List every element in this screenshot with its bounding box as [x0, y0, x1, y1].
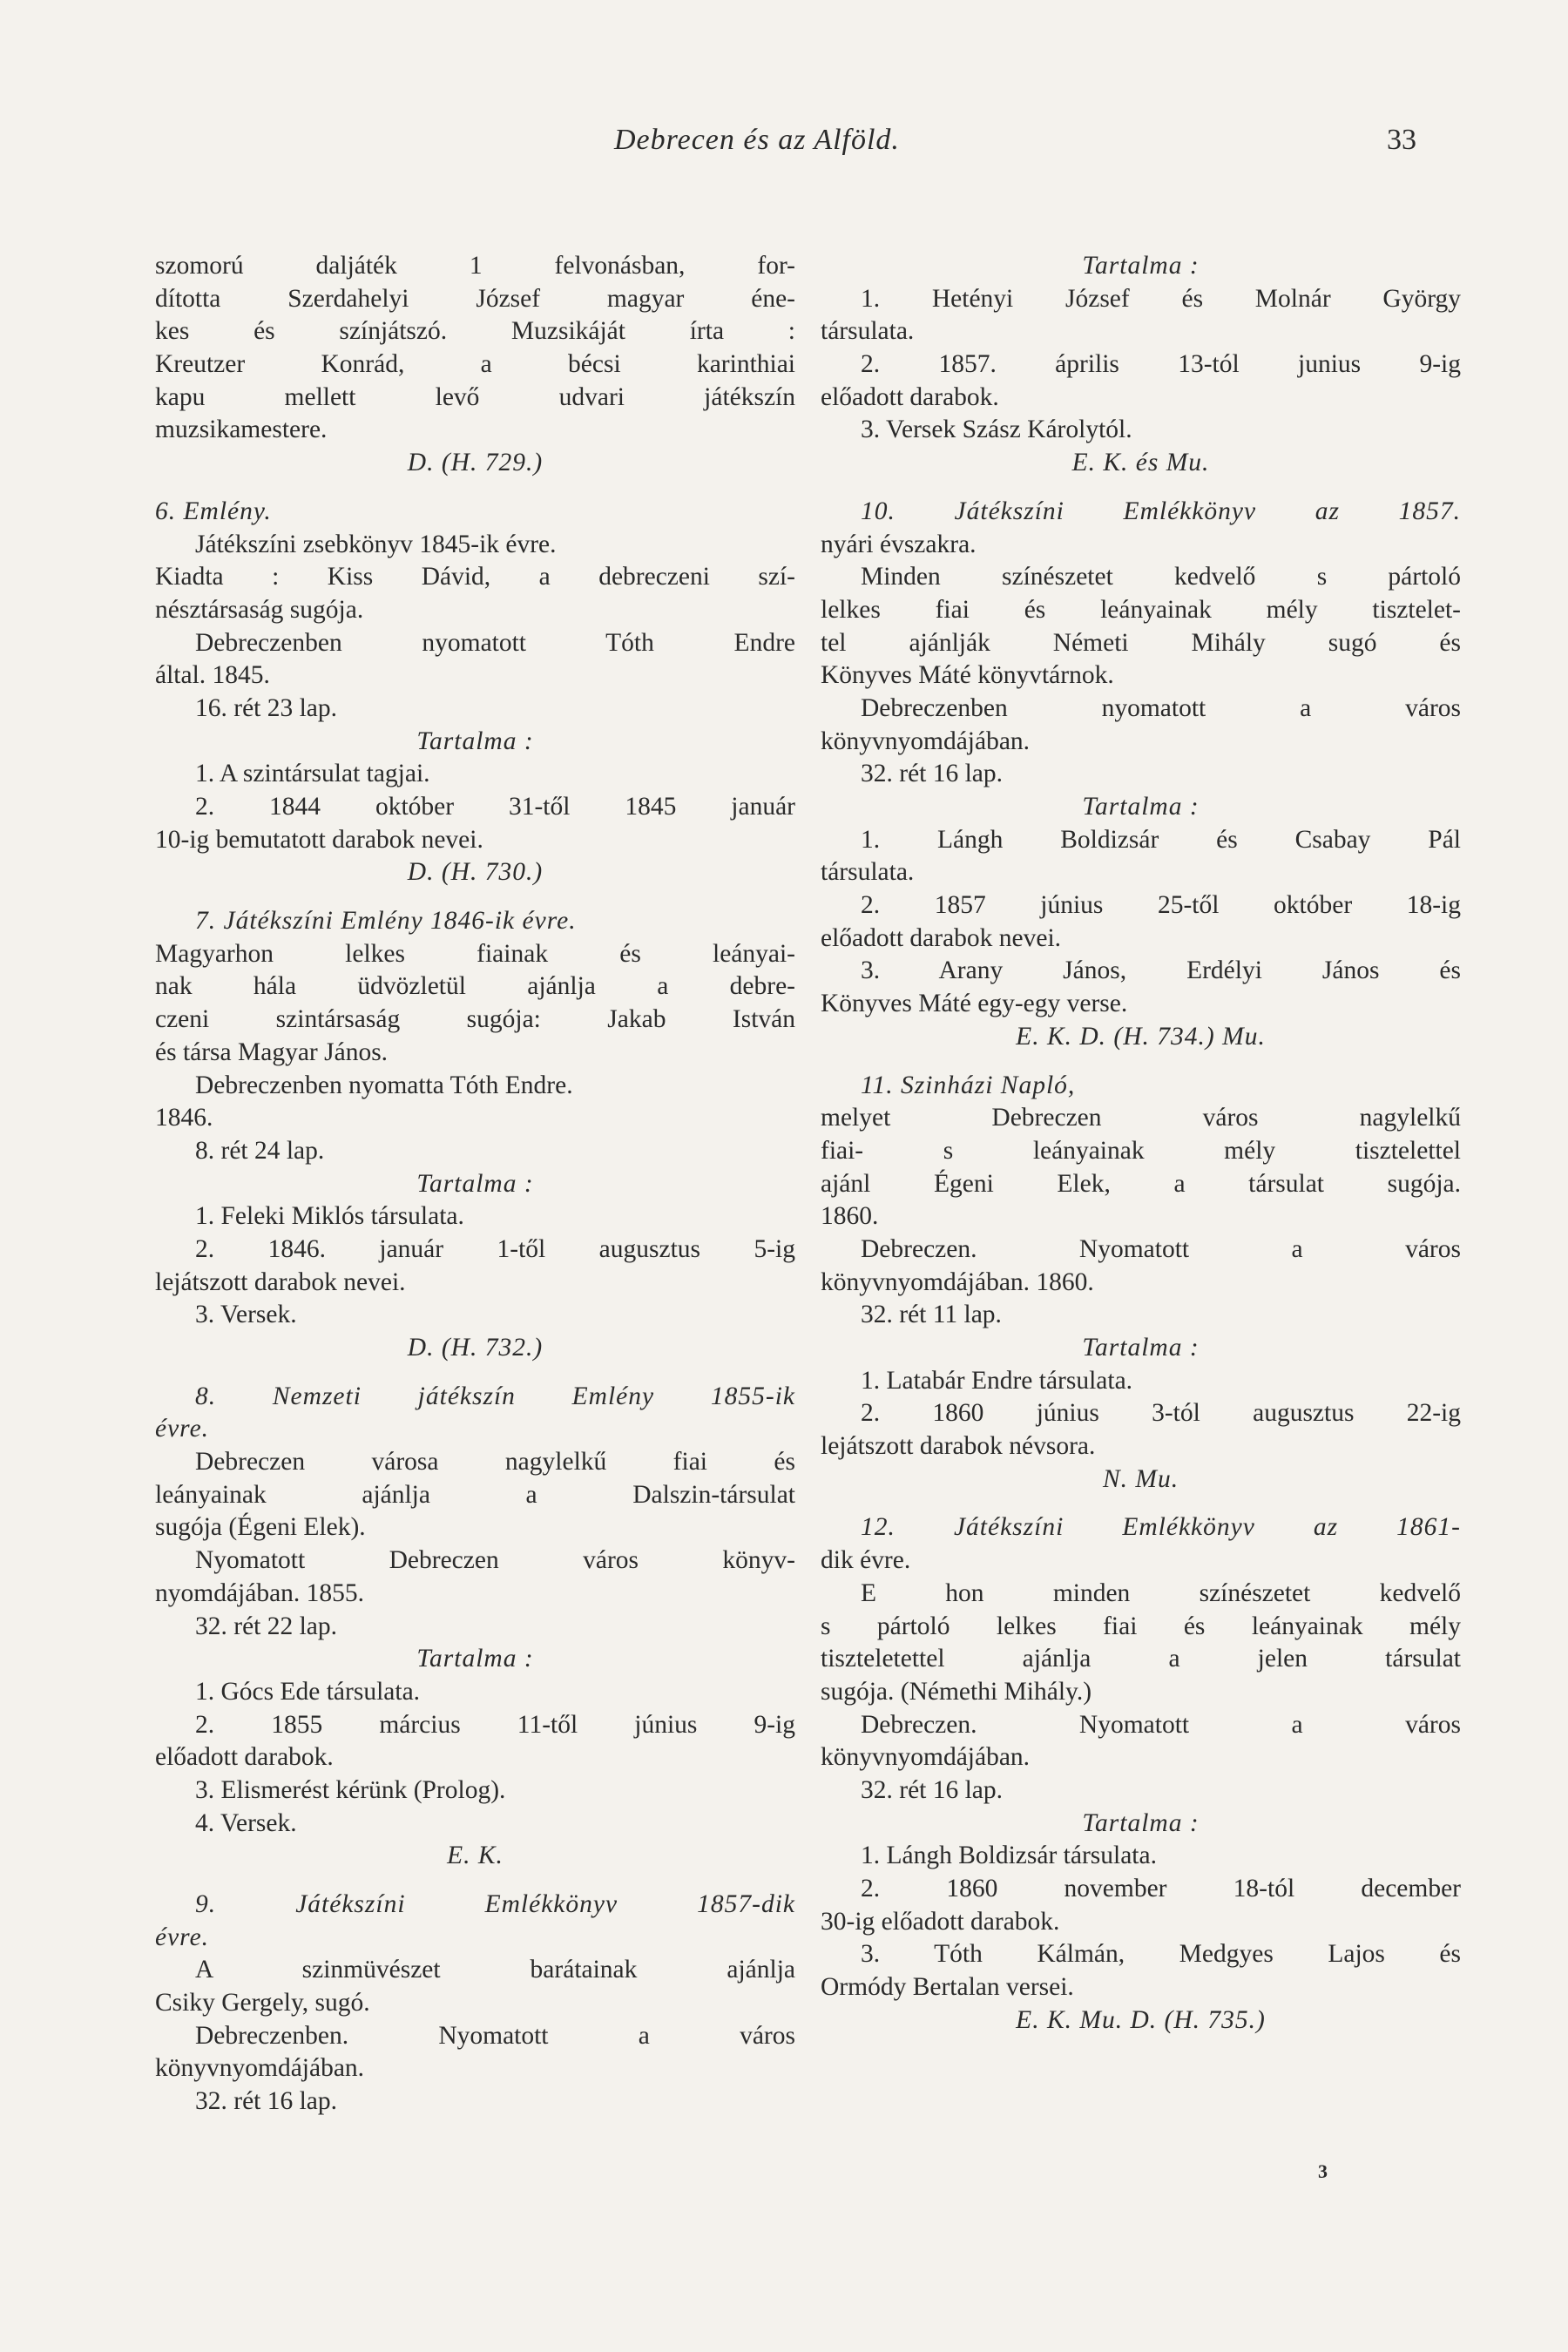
text-line: 32. rét 16 lap. — [195, 2087, 338, 2116]
text-line: Debreczenben nyomatott Tóth Endre — [195, 628, 795, 657]
text-line: D. (H. 729.) — [407, 449, 544, 477]
running-head — [0, 124, 1568, 167]
text-line: könyvnyomdájában. — [821, 1743, 1031, 1772]
text-line: évre. — [155, 1415, 210, 1443]
text-line: 1. Lángh Boldizsár társulata. — [861, 1842, 1157, 1870]
text-line: előadott darabok. — [821, 382, 999, 411]
text-line: 9. Játékszíni Emlékkönyv 1857-dik — [195, 1890, 795, 1918]
text-line: 4. Versek. — [195, 1808, 297, 1837]
text-line: A szinmüvészet barátainak ajánlja — [195, 1956, 795, 1984]
text-line: dik évre. — [821, 1546, 911, 1575]
section-gap — [821, 480, 1461, 496]
text-line: 1. Hetényi József és Molnár György — [861, 284, 1461, 313]
text-line: 1846. — [155, 1104, 213, 1132]
text-line: 3. Versek. — [195, 1301, 297, 1329]
text-line: sugója. (Némethi Mihály.) — [821, 1677, 1092, 1706]
text-line: Tartalma : — [1082, 1334, 1200, 1362]
text-line: Debreczen. Nyomatott a város — [861, 1710, 1461, 1739]
text-line: könyvnyomdájában. — [821, 727, 1031, 755]
text-line: 1. Latabár Endre társulata. — [861, 1366, 1133, 1395]
text-line: Debreczenben nyomatott a város — [861, 693, 1461, 722]
text-line: előadott darabok. — [155, 1743, 334, 1772]
text-line: könyvnyomdájában. — [155, 2054, 365, 2083]
text-line: 1860. — [821, 1202, 879, 1231]
text-line: E hon minden színészetet kedvelő — [861, 1578, 1461, 1607]
text-line: 3. Versek Szász Károlytól. — [861, 416, 1132, 444]
text-line: E. K. — [447, 1842, 504, 1870]
text-line: ajánl Égeni Elek, a társulat sugója. — [821, 1169, 1461, 1198]
text-line: 2. 1846. január 1-től augusztus 5-ig — [195, 1234, 795, 1263]
text-line: Tartalma : — [1082, 793, 1200, 821]
section-gap — [155, 889, 795, 905]
text-line: czeni szintársaság sugója: Jakab István — [155, 1005, 795, 1034]
text-line: könyvnyomdájában. 1860. — [821, 1267, 1094, 1296]
text-line: évre. — [155, 1923, 210, 1951]
text-line: leányainak ajánlja a Dalszin-társulat — [155, 1480, 795, 1509]
text-line: Nyomatott Debreczen város könyv- — [195, 1546, 795, 1575]
text-line: 32. rét 22 lap. — [195, 1612, 338, 1640]
text-line: 32. rét 11 lap. — [861, 1301, 1002, 1329]
text-line: nyári évszakra. — [821, 530, 977, 558]
text-line: 8. Nemzeti játékszín Emlény 1855-ik — [195, 1382, 795, 1410]
text-line: 2. 1857 június 25-től október 18-ig — [861, 891, 1461, 920]
text-line: 2. 1844 október 31-től 1845 január — [195, 793, 795, 821]
text-line: és társa Magyar János. — [155, 1037, 389, 1066]
text-line: s pártoló lelkes fiai és leányainak mély — [821, 1612, 1461, 1640]
text-line: Tartalma : — [416, 1645, 534, 1673]
text-line: E. K. és Mu. — [1071, 449, 1210, 477]
text-line: Debreczen városa nagylelkű fiai és — [195, 1448, 795, 1477]
text-line: dította Szerdahelyi József magyar éne- — [155, 284, 795, 313]
text-line: 11. Szinházi Napló, — [861, 1071, 1076, 1099]
text-line: Debreczenben. Nyomatott a város — [195, 2021, 795, 2050]
text-line: 3. Elismerést kérünk (Prolog). — [195, 1775, 506, 1804]
page-number: 33 — [1387, 124, 1416, 156]
text-line: 32. rét 16 lap. — [861, 1775, 1004, 1804]
text-line: E. K. Mu. D. (H. 735.) — [1016, 2005, 1266, 2034]
text-line: kapu mellett levő udvari játékszín — [155, 382, 795, 411]
section-gap — [155, 1873, 795, 1889]
text-line: Tartalma : — [416, 1169, 534, 1198]
text-line: 1. A szintársulat tagjai. — [195, 760, 430, 788]
text-line: melyet Debreczen város nagylelkű — [821, 1104, 1461, 1132]
text-line: 10-ig bemutatott darabok nevei. — [155, 825, 483, 854]
text-line: nak hála üdvözletül ajánlja a debre- — [155, 972, 795, 1001]
text-line: tiszteletettel ajánlja a jelen társulat — [821, 1645, 1461, 1673]
text-line: 32. rét 16 lap. — [861, 760, 1004, 788]
section-gap — [155, 1365, 795, 1381]
text-line: szomorú daljáték 1 felvonásban, for- — [155, 252, 795, 280]
text-line: nésztársaság sugója. — [155, 595, 364, 624]
text-line: előadott darabok nevei. — [821, 923, 1062, 952]
signature-mark: 3 — [1318, 2160, 1328, 2182]
text-line: 2. 1855 március 11-től június 9-ig — [195, 1710, 795, 1739]
text-line: 3. Arany János, Erdélyi János és — [861, 956, 1461, 985]
text-line: 16. rét 23 lap. — [195, 693, 338, 722]
right-column — [821, 250, 1461, 2037]
text-line: 30-ig előadott darabok. — [821, 1907, 1060, 1936]
text-line: 2. 1860 június 3-tól augusztus 22-ig — [861, 1399, 1461, 1428]
text-line: Debreczen. Nyomatott a város — [861, 1234, 1461, 1263]
text-line: Könyves Máté egy-egy verse. — [821, 990, 1128, 1018]
text-line: 1. Feleki Miklós társulata. — [195, 1202, 464, 1231]
text-line: Játékszíni zsebkönyv 1845-ik évre. — [195, 530, 557, 558]
text-line: N. Mu. — [1102, 1464, 1179, 1493]
text-line: sugója (Égeni Elek). — [155, 1513, 366, 1542]
text-line: 7. Játékszíni Emlény 1846-ik évre. — [195, 907, 577, 936]
section-gap — [155, 480, 795, 496]
text-line: fiai- s leányainak mély tisztelettel — [821, 1136, 1461, 1165]
text-line: Tartalma : — [1082, 1808, 1200, 1837]
text-line: lejátszott darabok névsora. — [821, 1432, 1096, 1461]
text-line: Kiadta : Kiss Dávid, a debreczeni szí- — [155, 563, 795, 591]
text-line: Kreutzer Konrád, a bécsi karinthiai — [155, 350, 795, 379]
text-line: társulata. — [821, 317, 915, 346]
text-line: D. (H. 732.) — [407, 1334, 544, 1362]
text-line: D. (H. 730.) — [407, 858, 544, 887]
left-column — [155, 250, 795, 2119]
text-line: lejátszott darabok nevei. — [155, 1267, 406, 1296]
section-gap — [821, 1054, 1461, 1070]
text-line: Debreczenben nyomatta Tóth Endre. — [195, 1071, 573, 1099]
text-line: Minden színészetet kedvelő s pártoló — [861, 563, 1461, 591]
text-line: 2. 1857. április 13-tól junius 9-ig — [861, 350, 1461, 379]
text-line: Magyarhon lelkes fiainak és leányai- — [155, 939, 795, 968]
text-line: 1. Lángh Boldizsár és Csabay Pál — [861, 825, 1461, 854]
text-line: 3. Tóth Kálmán, Medgyes Lajos és — [861, 1940, 1461, 1969]
text-line: Könyves Máté könyvtárnok. — [821, 661, 1114, 690]
text-line: Tartalma : — [416, 727, 534, 755]
text-line: 2. 1860 november 18-tól december — [861, 1875, 1461, 1903]
text-line: 12. Játékszíni Emlékkönyv az 1861- — [861, 1513, 1461, 1542]
text-line: Ormódy Bertalan versei. — [821, 1973, 1074, 2002]
text-line: 8. rét 24 lap. — [195, 1136, 325, 1165]
text-line: E. K. D. (H. 734.) Mu. — [1016, 1022, 1266, 1051]
text-line: tel ajánlják Németi Mihály sugó és — [821, 628, 1461, 657]
text-line: Tartalma : — [1082, 252, 1200, 280]
text-line: 10. Játékszíni Emlékkönyv az 1857. — [861, 497, 1461, 525]
text-line: kes és színjátszó. Muzsikáját írta : — [155, 317, 795, 346]
text-line: által. 1845. — [155, 661, 270, 690]
text-line: Csiky Gergely, sugó. — [155, 1989, 370, 2017]
text-line: lelkes fiai és leányainak mély tisztelet- — [821, 595, 1461, 624]
text-line: nyomdájában. 1855. — [155, 1578, 365, 1607]
text-line: társulata. — [821, 858, 915, 887]
text-line: muzsikamestere. — [155, 416, 328, 444]
section-gap — [821, 1496, 1461, 1511]
running-title: Debrecen és az Alföld. — [614, 124, 900, 156]
text-line: 6. Emlény. — [155, 497, 272, 525]
text-line: 1. Gócs Ede társulata. — [195, 1677, 421, 1706]
